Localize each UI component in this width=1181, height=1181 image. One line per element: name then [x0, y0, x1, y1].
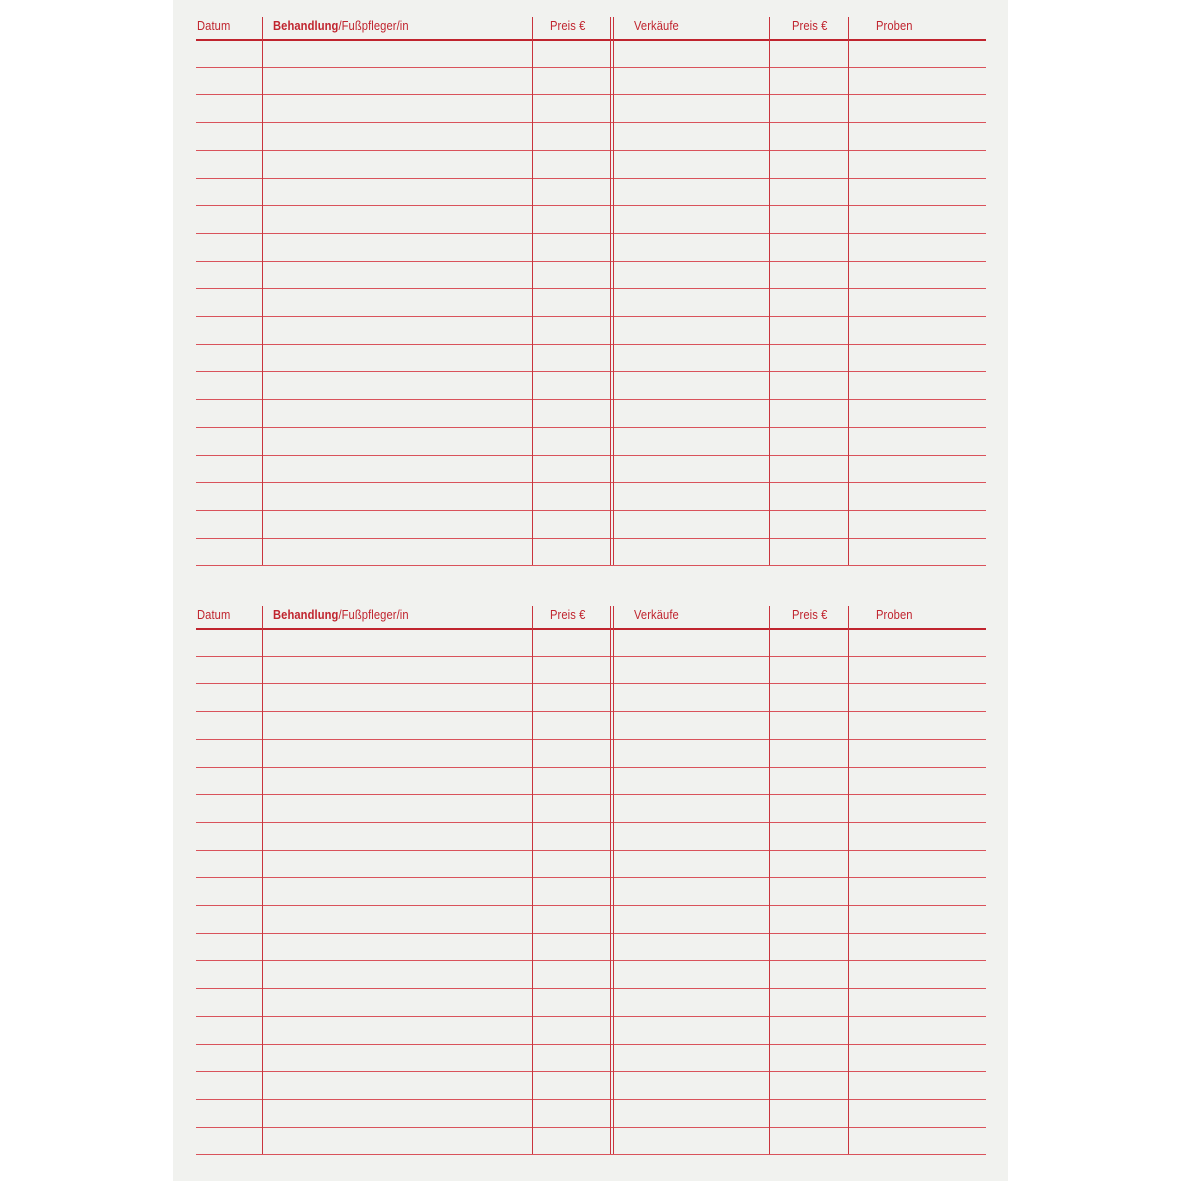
- header-rule: [196, 628, 986, 630]
- row-rule: [196, 565, 986, 566]
- row-rule: [196, 933, 986, 934]
- column-header-proben: Proben: [876, 607, 913, 622]
- column-header-behandlung-rest: /Fußpfleger/in: [338, 18, 409, 33]
- row-rule: [196, 94, 986, 95]
- row-rule: [196, 822, 986, 823]
- column-divider: [262, 17, 263, 565]
- row-rule: [196, 67, 986, 68]
- row-rule: [196, 261, 986, 262]
- column-header-datum: Datum: [197, 18, 231, 33]
- row-rule: [196, 1044, 986, 1045]
- row-rule: [196, 399, 986, 400]
- row-rule: [196, 683, 986, 684]
- row-rule: [196, 794, 986, 795]
- column-header-behandlung-bold: Behandlung: [273, 18, 339, 33]
- column-header-proben: Proben: [876, 18, 913, 33]
- column-header-preis: Preis €: [550, 18, 586, 33]
- row-rule: [196, 288, 986, 289]
- row-rule: [196, 371, 986, 372]
- row-rule: [196, 150, 986, 151]
- column-divider: [769, 17, 770, 565]
- row-rule: [196, 1099, 986, 1100]
- column-divider: [613, 606, 614, 1154]
- row-rule: [196, 316, 986, 317]
- row-rule: [196, 1127, 986, 1128]
- column-divider: [610, 606, 611, 1154]
- column-divider: [532, 17, 533, 565]
- column-header-behandlung: [273, 607, 409, 622]
- row-rule: [196, 178, 986, 179]
- column-header-preis-sales: Preis €: [792, 18, 828, 33]
- row-rule: [196, 850, 986, 851]
- column-header-verkaeufe: Verkäufe: [634, 607, 679, 622]
- row-rule: [196, 538, 986, 539]
- column-divider: [848, 17, 849, 565]
- column-header-behandlung-bold: Behandlung: [273, 607, 339, 622]
- row-rule: [196, 510, 986, 511]
- column-divider: [262, 606, 263, 1154]
- column-header-verkaeufe: Verkäufe: [634, 18, 679, 33]
- column-header-preis: Preis €: [550, 607, 586, 622]
- row-rule: [196, 122, 986, 123]
- column-divider: [848, 606, 849, 1154]
- row-rule: [196, 877, 986, 878]
- row-rule: [196, 482, 986, 483]
- column-divider: [613, 17, 614, 565]
- column-divider: [769, 606, 770, 1154]
- row-rule: [196, 233, 986, 234]
- column-divider: [532, 606, 533, 1154]
- row-rule: [196, 739, 986, 740]
- row-rule: [196, 767, 986, 768]
- row-rule: [196, 960, 986, 961]
- row-rule: [196, 205, 986, 206]
- column-divider: [610, 17, 611, 565]
- row-rule: [196, 905, 986, 906]
- row-rule: [196, 427, 986, 428]
- row-rule: [196, 656, 986, 657]
- row-rule: [196, 1154, 986, 1155]
- row-rule: [196, 344, 986, 345]
- row-rule: [196, 711, 986, 712]
- column-header-datum: Datum: [197, 607, 231, 622]
- column-header-behandlung-rest: /Fußpfleger/in: [338, 607, 409, 622]
- column-header-preis-sales: Preis €: [792, 607, 828, 622]
- row-rule: [196, 1071, 986, 1072]
- row-rule: [196, 455, 986, 456]
- header-rule: [196, 39, 986, 41]
- row-rule: [196, 1016, 986, 1017]
- column-header-behandlung: [273, 18, 409, 33]
- row-rule: [196, 988, 986, 989]
